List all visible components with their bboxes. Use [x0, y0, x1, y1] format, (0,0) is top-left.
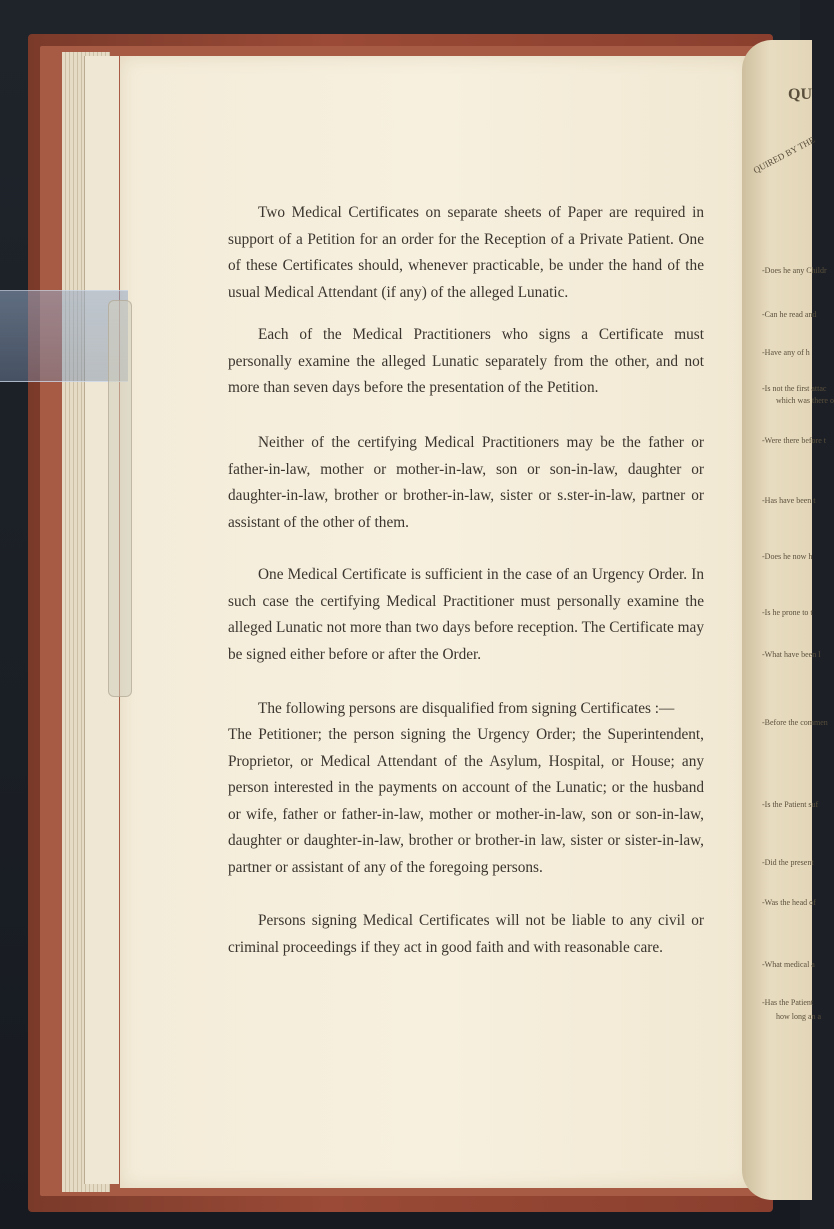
- facing-page-fragment: -Has the Patient: [762, 998, 814, 1007]
- facing-page-fragment: how long an a: [776, 1012, 822, 1021]
- facing-page-fragment: -Does he now h: [762, 552, 813, 561]
- facing-page-fragment: -Was the head of: [762, 898, 816, 907]
- facing-page-text: [750, 40, 834, 1200]
- facing-page-fragment: -Is not the first attac: [762, 384, 827, 393]
- facing-page-fragment: -Does he any Childr: [762, 266, 827, 275]
- page-tab: [108, 300, 132, 697]
- paragraph-disqualified-heading: The following persons are disqualified from signing Certificates :—: [258, 700, 675, 717]
- paragraph-liability: Persons signing Medical Certificates will not be liable to any civil or criminal proceedings if they act in good faith and with reasonable care.: [228, 912, 704, 956]
- facing-page-fragment: QUIRED BY THE: [751, 134, 817, 176]
- facing-page-fragment: -Has have been t: [762, 496, 816, 505]
- paragraph-urgency-order: One Medical Certificate is sufficient in the case of an Urgency Order. In such case the certifying Medical Practitioner must personally examine the alleged Lunatic not more than two days before reception. The Certificate may be signed either before or after the Order.: [228, 566, 704, 663]
- facing-page-fragment: QU: [788, 86, 812, 103]
- facing-page-fragment: -Did the present: [762, 858, 814, 867]
- paragraph-personal-examination: Each of the Medical Practitioners who signs a Certificate must personally examine the alleged Lunatic separately from the other, and not more than seven days before the presentation of the Petition.: [228, 326, 704, 397]
- facing-page-fragment: -Is he prone to t: [762, 608, 813, 617]
- paragraph-disqualified-persons: The Petitioner; the person signing the Urgency Order; the Superintendent, Proprietor, or Medical Attendant of the Asylum, Hospital, or House; any person interested in the payments on account of the Lunatic; or the husband or wife, father or father-in-law, mother or mother-in-law, son or son-in-law, daughter or daughter-in-law, brother or brother-in law, sister or sister-in-law, partner or assistant of any of the foregoing persons.: [228, 726, 704, 876]
- paragraph-relationship-restriction: Neither of the certifying Medical Practitioners may be the father or father-in-law, mother or mother-in-law, son or son-in-law, daughter or daughter-in-law, brother or brother-in-law, sister or s.ster-in-law, partner or assistant of the other of them.: [228, 434, 704, 531]
- facing-page-fragment: which was there o: [776, 396, 834, 405]
- paragraph-two-certificates: Two Medical Certificates on separate sheets of Paper are required in support of a Petition for an order for the Reception of a Private Patient. One of these Certificates should, whenever practicable, be under the hand of the usual Medical Attendant (if any) of the alleged Lunatic.: [228, 204, 704, 301]
- facing-page-fragment: -What have been l: [762, 650, 821, 659]
- facing-page-fragment: -Can he read and: [762, 310, 817, 319]
- facing-page-fragment: -Before the commen: [762, 718, 828, 727]
- facing-page-fragment: -Is the Patient suf: [762, 800, 819, 809]
- certificate-instructions: [120, 56, 752, 1188]
- facing-page-fragment: -Were there before t: [762, 436, 826, 445]
- facing-page-fragment: -What medical a: [762, 960, 815, 969]
- facing-page-fragment: -Have any of h: [762, 348, 810, 357]
- facing-page: [742, 40, 834, 1200]
